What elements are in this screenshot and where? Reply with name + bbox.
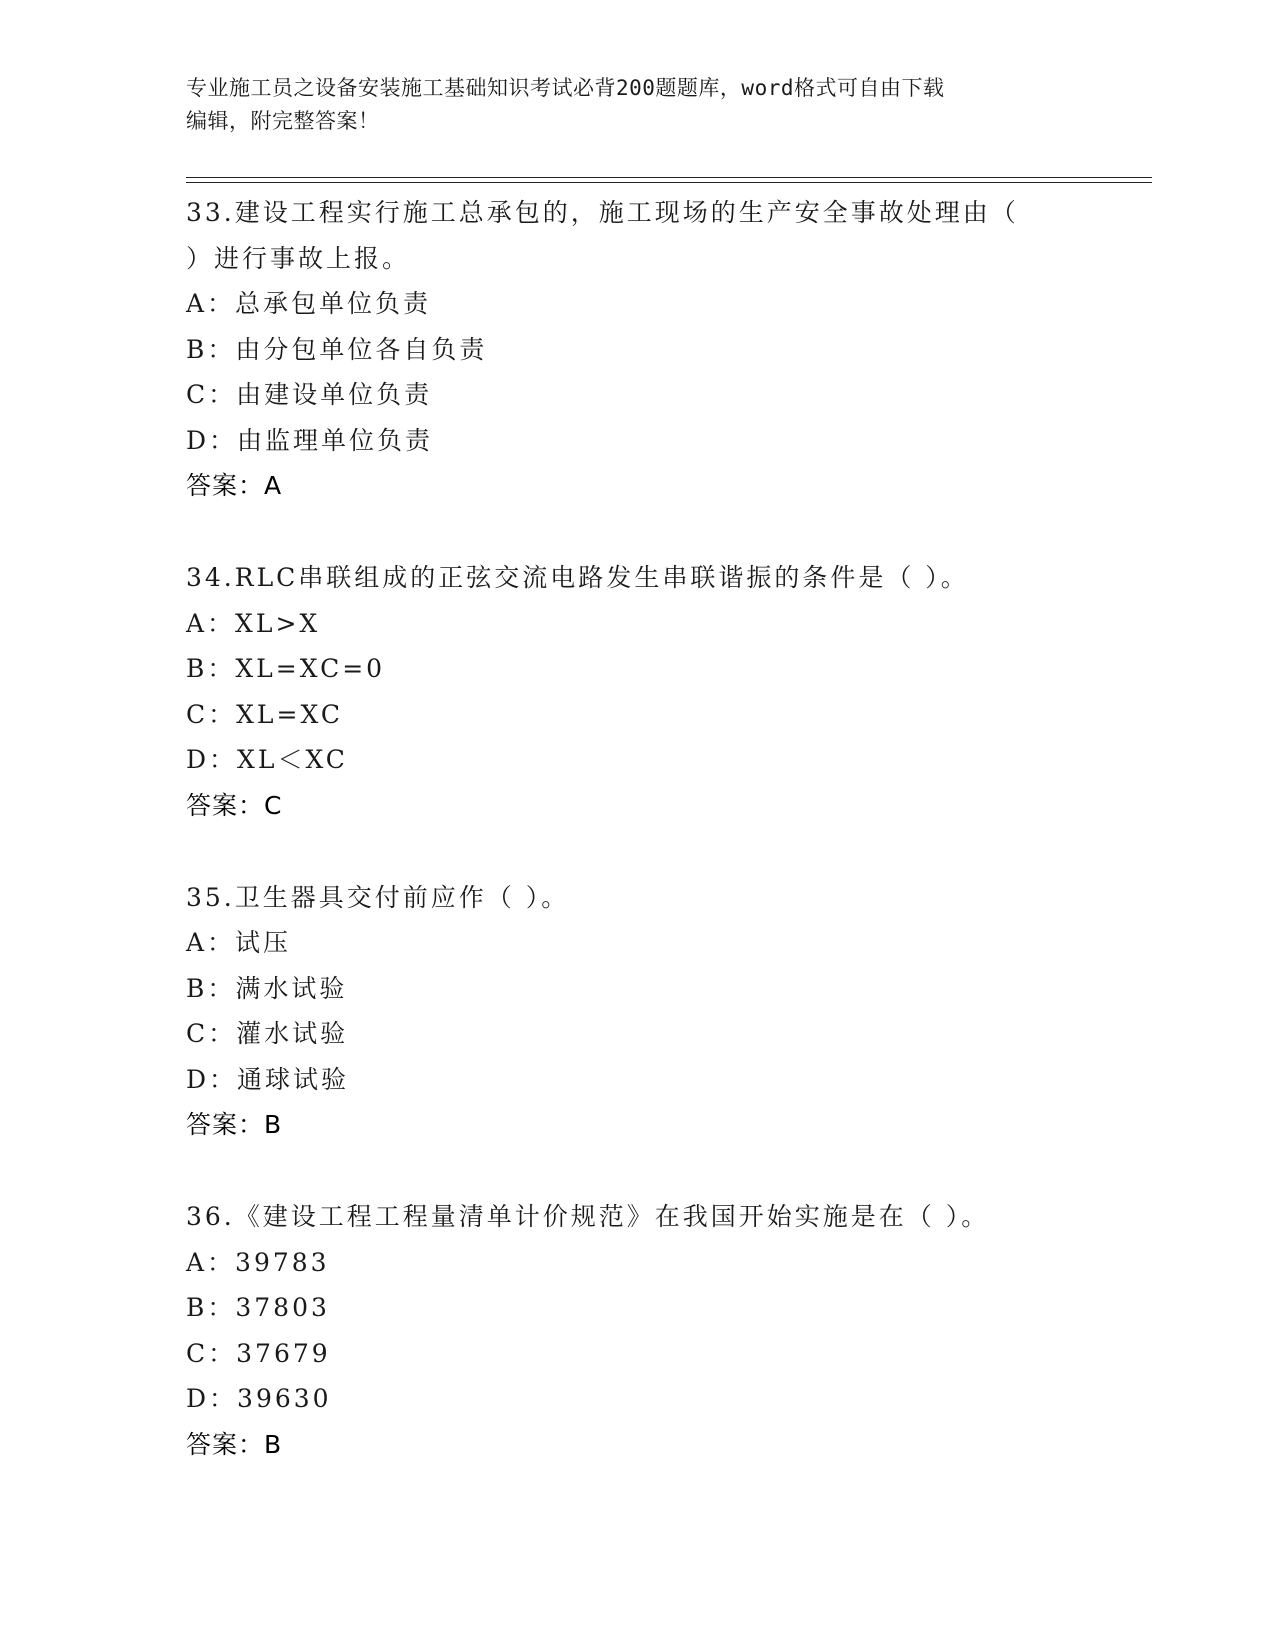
option-a: A：39783 <box>186 1247 330 1277</box>
answer: 答案：B <box>186 1429 283 1459</box>
question-stem: ）进行事故上报。 <box>186 243 411 273</box>
option-c: C：37679 <box>186 1338 331 1368</box>
option-b: B：XL=XC=0 <box>186 654 386 683</box>
question-list <box>186 190 1146 1514</box>
answer: 答案：B <box>186 1110 283 1139</box>
header-divider-bottom <box>186 182 1152 183</box>
option-d: D：通球试验 <box>186 1064 350 1094</box>
option-b: B：由分包单位各自负责 <box>186 334 488 364</box>
header-divider-top <box>186 177 1152 178</box>
answer: 答案：A <box>186 471 283 500</box>
option-d: D：39630 <box>186 1384 332 1413</box>
question-stem: 33.建设工程实行施工总承包的，施工现场的生产安全事故处理由（ <box>186 198 1019 227</box>
option-d: D：由监理单位负责 <box>186 425 434 455</box>
option-c: C：XL=XC <box>186 699 343 729</box>
question-34 <box>186 555 1146 829</box>
option-c: C：由建设单位负责 <box>186 380 433 409</box>
question-33 <box>186 190 1146 509</box>
answer: 答案：C <box>186 790 283 820</box>
question-stem: 36.《建设工程工程量清单计价规范》在我国开始实施是在（ ）。 <box>186 1202 990 1231</box>
document-header <box>186 72 1086 138</box>
header-line-2: 编辑，附完整答案！ <box>186 109 380 133</box>
option-a: A：试压 <box>186 928 292 957</box>
option-b: B：满水试验 <box>186 973 348 1003</box>
question-stem: 35.卫生器具交付前应作（ ）。 <box>186 882 570 912</box>
option-d: D：XL＜XC <box>186 745 348 774</box>
question-36 <box>186 1194 1146 1468</box>
option-a: A：总承包单位负责 <box>186 289 432 318</box>
option-b: B：37803 <box>186 1293 330 1322</box>
header-line-1: 专业施工员之设备安装施工基础知识考试必背200题题库，word格式可自由下载 <box>186 76 945 100</box>
option-a: A：XL>X <box>186 608 321 638</box>
option-c: C：灌水试验 <box>186 1019 349 1048</box>
question-35 <box>186 875 1146 1149</box>
question-stem: 34.RLC串联组成的正弦交流电路发生串联谐振的条件是（ ）。 <box>186 563 969 592</box>
